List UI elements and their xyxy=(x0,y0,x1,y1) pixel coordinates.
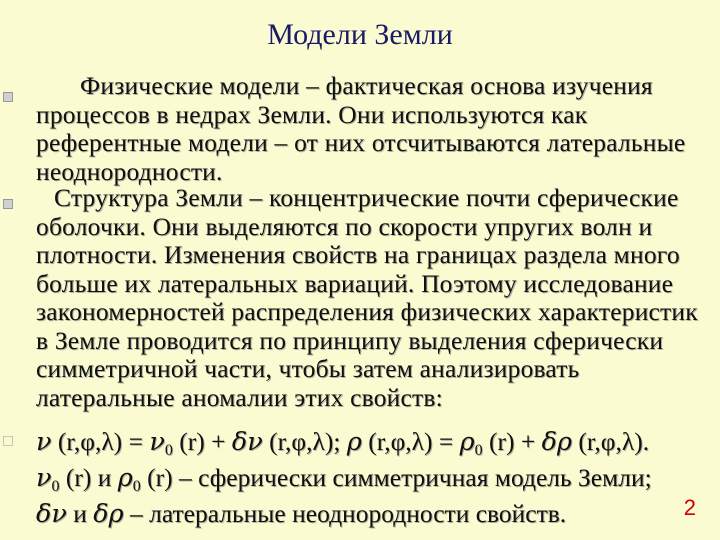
paragraph-1-text: Физические модели – фактическая основа изучения процессов в недрах Земли. Они используются как референтные модели – от них отсчитываются латеральные неоднородности. xyxy=(36,71,686,186)
formula-line-3: δν и δρ – латеральные неоднородности свойств. xyxy=(36,499,567,529)
paragraph-2 xyxy=(36,184,706,412)
paragraph-2-text: Структура Земли – концентрические почти сферические оболочки. Они выделяются по скорости упругих волн и плотности. Изменения свойств на границах раздела много больше их латеральных вариаций. Поэтому исследование закономерностей распределения физических характеристик в Земле проводится по принципу выделения сферически симметричной части, чтобы затем анализировать латеральные аномалии этих свойств: xyxy=(36,183,698,412)
bullet-1 xyxy=(3,92,13,102)
formula-line-1: ν $(r,\varphi,\lambda) = \nu_0$ (r) + δν (r,φ,λ); ρ $(r,\varphi,\lambda) = \rho_0$ (r) + δρ (r,φ,λ). xyxy=(36,427,650,459)
page-number: 2 xyxy=(683,495,696,520)
slide-title: Модели Земли xyxy=(267,18,453,51)
bullet-2 xyxy=(3,199,13,209)
bullet-3 xyxy=(3,436,13,446)
formula-line-2: $\nu_0$ (r) и $\rho_0$ (r) – сферически симметричная модель Земли; xyxy=(36,463,652,495)
paragraph-1 xyxy=(36,72,706,186)
